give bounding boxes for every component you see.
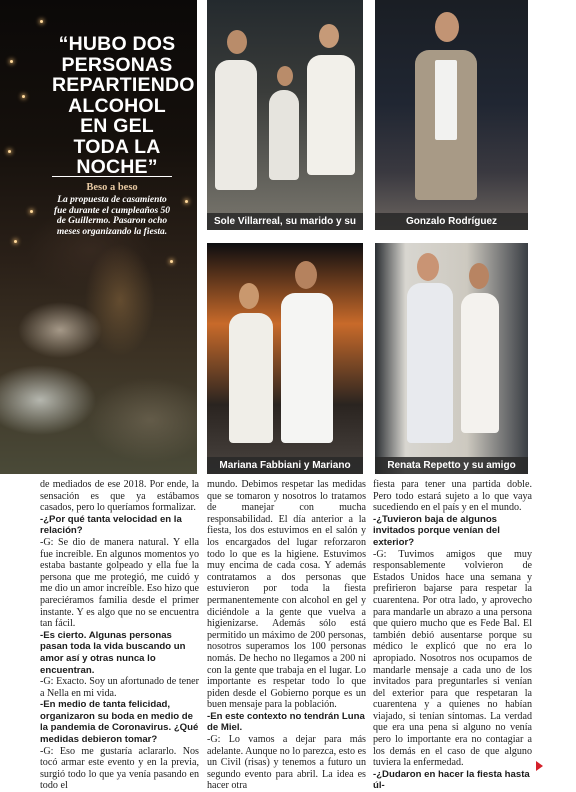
pull-quote: “HUBO DOS PERSONAS REPARTIENDO ALCOHOL EN GEL TODA LA NOCHE”	[52, 33, 195, 178]
article-column-1	[40, 479, 199, 792]
photo-label: Gonzalo Rodríguez	[375, 213, 528, 230]
photo-gonzalo-rodriguez	[375, 0, 528, 230]
interview-question: -¿Tuvieron baja de algunos invitados porque venían del exterior?	[373, 513, 500, 548]
interview-question: -En medio de tanta felicidad, organizaron su boda en medio de la pandemia de Coronavirus. ¿Qué medidas debieron tomar?	[40, 699, 199, 746]
hero-photo	[0, 0, 197, 474]
interview-question: -Es cierto. Algunas personas pasan toda la vida buscando un amor así y otras nunca lo encuentran.	[40, 629, 186, 676]
body-text: mundo. Debimos respetar las medidas que se tomaron y nosotros lo tratamos de manejar con mucha responsabilidad. El día anterior a la fiesta, los dos estuvimos en el salón y los encargados del lugar reforzaron todo lo que es la higiene. Estuvimos muy encima de cada cosa. Y además contratamos a dos personas que estuvieron por toda la fiesta permanentemente con alcohol en gel y diciéndole a la gente que vuelva a higienizarse. Además sólo está permitido un máximo de 200 personas, nosotros superamos los 100 personas nomás. De hecho no llegamos a 200 ni con la gente que trabaja en el lugar. Lo importante es respetar todo lo que piden desde el Gobierno porque es un buen mensaje para la población.	[207, 479, 366, 711]
photo-label: Mariana Fabbiani y Mariano	[207, 457, 363, 474]
caption-text: La propuesta de casamiento fue durante el cumpleaños 50 de Guillermo. Pasaron ocho meses organizando la fiesta.	[53, 195, 171, 237]
photo-label: Renata Repetto y su amigo	[375, 457, 528, 474]
body-text: -G: Se dio de manera natural. Y ella fue increíble. En algunos momentos yo estaba bastante golpeado y ella fue la persona que me protegió, me cuidó y me dio un amor increíble. Eso hizo que pareciéramos familia desde el primer instante. Y es algo que no se encuentra tan fácil.	[40, 536, 199, 630]
body-text: -G: Lo vamos a dejar para más adelante. Aunque no lo parezca, esto es un Civil (risas) y tenemos a futuro un segundo evento para abril. La idea es hacer otra	[207, 734, 366, 792]
photo-sole-villarreal	[207, 0, 363, 230]
body-text: -G: Exacto. Soy un afortunado de tener a Nella en mi vida.	[40, 676, 199, 699]
photo-renata-repetto	[375, 243, 528, 474]
interview-question: -En este contexto no tendrán Luna de Miel.	[207, 710, 365, 734]
interview-question: -¿Dudaron en hacer la fiesta hasta úl-	[373, 768, 530, 792]
body-text: -G: Eso me gustaría aclararlo. Nos tocó armar este evento y en la previa, surgió todo lo que ya venía pasando en todo el	[40, 745, 199, 792]
photo-label: Sole Villarreal, su marido y su	[207, 213, 363, 230]
body-text: de mediados de ese 2018. Por ende, la sensación es que ya estábamos casados, pero lo queríamos formalizar.	[40, 479, 199, 514]
continue-arrow-icon	[536, 761, 543, 771]
caption-heading: Beso a beso	[86, 182, 138, 193]
article-column-2	[207, 479, 366, 792]
photo-caption	[52, 176, 172, 237]
interview-question: -¿Por qué tanta velocidad en la relación?	[40, 513, 182, 537]
body-text: -G: Tuvimos amigos que muy responsablemente volvieron de Estados Unidos hace una semana y prefirieron bajarse para respetar la cuarentena. Por otra lado, y aprovecho para mandarle un abrazo a una persona que quiero mucho que es Fede Bal. El también debió ausentarse porque su médico le explicó que no era lo apropiado. Nosotros nos ocupamos de mandarle mensaje a cada uno de los invitados para preguntarles si venían del exterior para que respetaran la cuarentena y a quienes no habían viajado, si tenían síntomas. La verdad que era una pena si alguno no venía pero lo importante era no contagiar a los demás en el caso de que alguno tuviera la enfermedad.	[373, 548, 532, 769]
photo-mariana-fabbiani	[207, 243, 363, 474]
body-text: fiesta para tener una partida doble. Pero todo estará sujeto a lo que vaya sucediendo en el país y en el mundo.	[373, 479, 532, 514]
article-column-3	[373, 479, 532, 792]
